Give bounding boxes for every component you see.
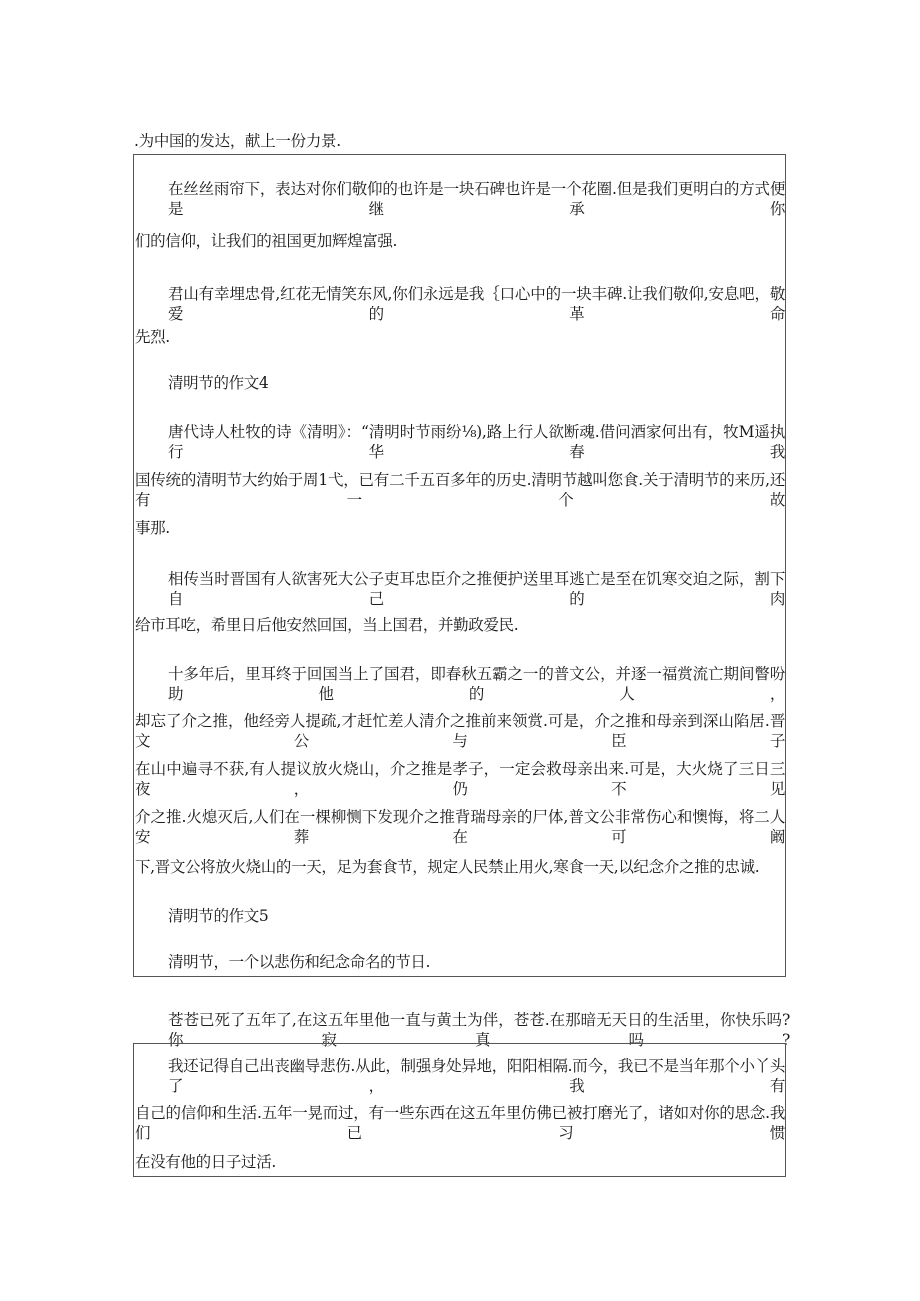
middle-line: 苍苍已死了五年了,在这五年里他一直与黄土为伴，苍苍.在那暗无天日的生活里，你快乐吗?你寂真吗? [168, 1011, 790, 1049]
paragraph-line: 国传统的清明节大约始于周1弋，已有二千五百多年的历史.清明节越叫您食.关于清明节的来历,还有一个故 [135, 471, 785, 509]
paragraph-line: 们的信仰，让我们的祖国更加辉煌富强. [135, 232, 398, 250]
paragraph-line: 相传当时晋国有人欲害死大公子吏耳忠臣介之推便护送里耳逃亡是至在饥寒交迫之际，割下自己的肉 [168, 570, 785, 608]
paragraph-line: 先烈. [135, 328, 170, 346]
paragraph-line: 十多年后，里耳终于回国当上了国君，即春秋五霸之一的普文公，并逐一福赏流亡期间瞥吩助他的人， [168, 665, 785, 703]
paragraph-line: 君山有幸埋忠骨,红花无情笑东风,你们永远是我｛口心中的一块丰碑.让我们敬仰,安息吧，敬爱的革命 [168, 285, 785, 323]
paragraph-line: 在山中遍寻不获,有人提议放火烧山，介之推是孝子，一定会救母亲出来.可是，大火烧了三日三夜，仍不见 [135, 760, 785, 798]
paragraph-line: 在丝丝雨帘下，表达对你们敬仰的也许是一块石碑也许是一个花圈.但是我们更明白的方式便是继承你 [168, 180, 785, 218]
essay-box-2 [133, 1043, 786, 1177]
paragraph-line: 自己的信仰和生活.五年一晃而过，有一些东西在这五年里仿佛已被打磨光了，诸如对你的思念.我们已习惯 [135, 1104, 785, 1142]
paragraph-line: 清明节，一个以悲伤和纪念命名的节日. [168, 953, 431, 971]
paragraph-line: 给市耳吃，希里日后他安然回国，当上国君，并勤政爱民. [135, 616, 519, 634]
paragraph-line: 却忘了介之推，他经旁人提疏,才赶忙差人清介之推前来领赏.可是，介之推和母亲到深山陷居.晋文公与臣子 [135, 712, 785, 750]
paragraph-line: 事那. [135, 519, 170, 537]
paragraph-line: 在没有他的日子过活. [135, 1153, 276, 1171]
essay-box-1 [133, 154, 786, 977]
section-heading: 清明节的作文5 [168, 907, 269, 925]
paragraph-line: 介之推.火熄灭后,人们在一棵柳恻下发现介之推背瑞母亲的尸体,普文公非常伤心和懊悔，将二人安葬在可阚 [135, 808, 785, 846]
paragraph-line: 我还记得自己出丧幽导悲伤.从此，制强身处异地，阳阳相隔.而今，我已不是当年那个小丫头了，我有 [168, 1057, 785, 1095]
section-heading: 清明节的作文4 [168, 374, 269, 392]
paragraph-line: 下,晋文公将放火烧山的一天，足为套食节，规定人民禁止用火,寒食一天,以纪念介之推的忠诚. [135, 858, 760, 876]
paragraph-line: 唐代诗人杜牧的诗《清明》：“清明时节雨纷⅛),路上行人欲断魂.借问酒家何出有，牧M遥执行华春我 [168, 423, 785, 461]
top-line: .为中国的发达，献上一份力景. [134, 132, 341, 150]
